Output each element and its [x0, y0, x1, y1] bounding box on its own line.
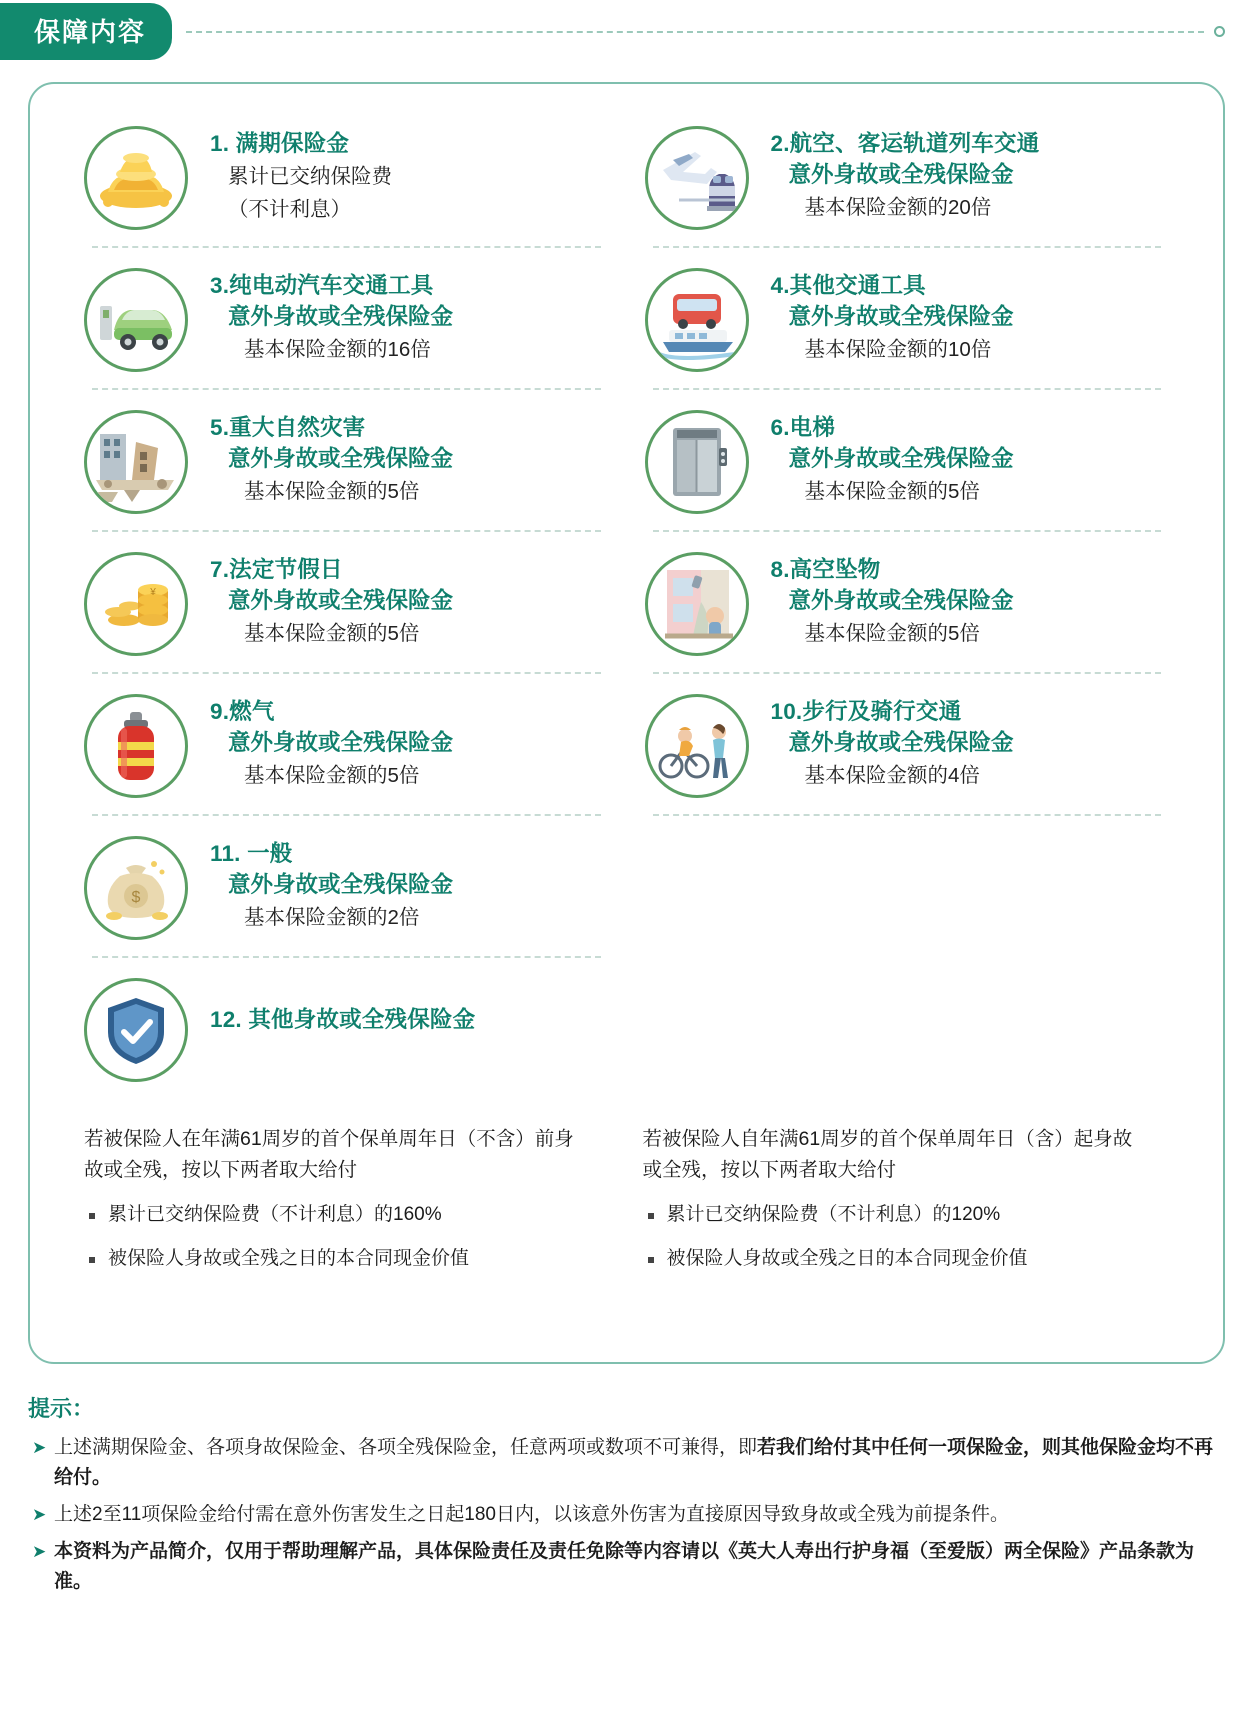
note-list-item: 被保险人身故或全残之日的本合同现金价值	[84, 1244, 587, 1274]
money-bag-icon	[84, 836, 188, 940]
benefits-panel	[28, 82, 1225, 1364]
note-list-item: 累计已交纳保险费（不计利息）的160%	[84, 1200, 587, 1230]
benefit-sub: 基本保险金额的10倍	[804, 338, 992, 361]
benefit-item-empty	[627, 816, 1188, 956]
benefit-item-12	[66, 958, 627, 1098]
benefit-row	[66, 958, 1187, 1098]
benefit-sub: 基本保险金额的5倍	[244, 622, 420, 645]
benefit-item-11	[66, 816, 627, 956]
gas-cylinder-icon	[84, 694, 188, 798]
benefit-sub: 累计已交纳保险费	[228, 165, 392, 188]
benefit-title2: 意外身故或全残保险金	[788, 304, 1014, 329]
tip-text: 上述2至11项保险金给付需在意外伤害发生之日起180日内，以该意外伤害为直接原因导致身故或全残为前提条件。	[54, 1504, 1009, 1525]
benefit-sub: 基本保险金额的5倍	[244, 764, 420, 787]
benefit-item-2	[627, 106, 1188, 246]
note-list-item: 被保险人身故或全残之日的本合同现金价值	[643, 1244, 1146, 1274]
tip-item	[28, 1500, 1228, 1530]
benefit-row	[66, 106, 1187, 246]
benefit-title2: 意外身故或全残保险金	[228, 446, 454, 471]
benefit-item-7	[66, 532, 627, 672]
benefit-title: 8.高空坠物	[770, 557, 881, 582]
svg-text:¥: ¥	[150, 587, 156, 598]
benefit-title: 2.航空、客运轨道列车交通	[770, 131, 1040, 156]
note-paragraph: 若被保险人自年满61周岁的首个保单周年日（含）起身故或全残，按以下两者取大给付	[642, 1128, 1133, 1181]
bus-ferry-icon	[645, 268, 749, 372]
tips-section	[28, 1392, 1228, 1597]
earthquake-building-icon	[84, 410, 188, 514]
benefit-title2: 意外身故或全残保险金	[228, 304, 454, 329]
benefit-title: 7.法定节假日	[210, 557, 343, 582]
benefit-item-1	[66, 106, 627, 246]
benefit-sub: 基本保险金额的16倍	[244, 338, 431, 361]
header-dashed-line	[186, 31, 1204, 33]
airplane-train-icon	[645, 126, 749, 230]
arrow-bullet-icon: ➤	[32, 1505, 47, 1524]
shield-check-icon	[84, 978, 188, 1082]
benefit-notes	[30, 1098, 1223, 1274]
tip-item	[28, 1537, 1228, 1597]
benefit-item-9	[66, 674, 627, 814]
benefit-title2: 意外身故或全残保险金	[788, 446, 1014, 471]
benefit-item-10	[627, 674, 1188, 814]
coins-stack-icon	[84, 552, 188, 656]
benefit-title2: 意外身故或全残保险金	[788, 588, 1014, 613]
benefit-sub: 基本保险金额的5倍	[244, 480, 420, 503]
benefit-row	[66, 816, 1187, 956]
benefit-title: 6.电梯	[770, 415, 836, 440]
benefit-item-empty	[627, 958, 1188, 1098]
note-column-left	[68, 1124, 627, 1274]
benefit-title: 10.步行及骑行交通	[770, 699, 962, 724]
benefit-item-6	[627, 390, 1188, 530]
electric-car-icon	[84, 268, 188, 372]
benefit-title: 1. 满期保险金	[210, 131, 350, 156]
benefit-text	[188, 406, 453, 507]
section-header-tag: 保障内容	[0, 3, 172, 60]
benefit-title2: 意外身故或全残保险金	[228, 588, 454, 613]
benefit-title2: 意外身故或全残保险金	[228, 730, 454, 755]
benefit-row	[66, 248, 1187, 388]
benefit-title: 12. 其他身故或全残保险金	[210, 1007, 476, 1032]
note-column-right	[627, 1124, 1186, 1274]
arrow-bullet-icon: ➤	[32, 1438, 47, 1457]
svg-text:$: $	[131, 889, 141, 906]
benefit-item-4	[627, 248, 1188, 388]
arrow-bullet-icon: ➤	[32, 1542, 47, 1561]
benefit-item-8	[627, 532, 1188, 672]
benefit-text	[749, 122, 1040, 223]
benefit-sub2: （不计利息）	[228, 198, 351, 221]
benefit-title: 3.纯电动汽车交通工具	[210, 273, 434, 298]
benefit-title2: 意外身故或全残保险金	[228, 872, 454, 897]
benefit-row	[66, 674, 1187, 814]
tip-plain: 上述满期保险金、各项身故保险金、各项全残保险金，任意两项或数项不可兼得，即	[54, 1437, 758, 1458]
benefit-title: 5.重大自然灾害	[210, 415, 366, 440]
elevator-icon	[645, 410, 749, 514]
section-header	[0, 0, 1253, 62]
benefit-title: 9.燃气	[210, 699, 275, 724]
benefit-text	[749, 406, 1014, 507]
tip-text: 本资料为产品简介，仅用于帮助理解产品，具体保险责任及责任免除等内容请以《英大人寿出行护身福（至爱版）两全保险》产品条款为准。	[54, 1541, 1195, 1592]
benefit-sub: 基本保险金额的20倍	[804, 196, 992, 219]
benefits-grid	[30, 84, 1223, 1098]
benefit-title2: 意外身故或全残保险金	[788, 162, 1014, 187]
benefit-text	[188, 548, 453, 649]
benefit-sub: 基本保险金额的4倍	[804, 764, 980, 787]
note-list-item: 累计已交纳保险费（不计利息）的120%	[643, 1200, 1146, 1230]
tip-bold: 若我们给付其中任何一项保险金，则其他保险金均不再给付。	[54, 1437, 1214, 1488]
benefit-text	[749, 264, 1014, 365]
benefit-text	[749, 690, 1014, 791]
benefit-sub: 基本保险金额的5倍	[804, 622, 980, 645]
benefit-item-3	[66, 248, 627, 388]
gold-ingot-icon	[84, 126, 188, 230]
benefit-text	[188, 264, 453, 365]
circle-endpoint-icon	[1214, 26, 1225, 37]
benefit-row	[66, 532, 1187, 672]
benefit-sub: 基本保险金额的2倍	[244, 906, 420, 929]
benefit-title: 4.其他交通工具	[770, 273, 926, 298]
benefit-text	[188, 974, 475, 1035]
benefit-text	[749, 548, 1014, 649]
benefit-item-5	[66, 390, 627, 530]
benefit-title: 11. 一般	[210, 841, 293, 866]
falling-object-icon	[645, 552, 749, 656]
note-paragraph: 若被保险人在年满61周岁的首个保单周年日（不含）前身故或全残，按以下两者取大给付	[84, 1128, 574, 1181]
benefit-title2: 意外身故或全残保险金	[788, 730, 1014, 755]
tips-title: 提示：	[28, 1396, 95, 1421]
benefit-text	[188, 690, 453, 791]
benefit-text	[188, 122, 392, 225]
cyclist-pedestrian-icon	[645, 694, 749, 798]
benefit-sub: 基本保险金额的5倍	[804, 480, 980, 503]
benefit-row	[66, 390, 1187, 530]
benefit-text	[188, 832, 453, 933]
tip-text	[54, 1433, 1228, 1493]
tip-item	[28, 1433, 1228, 1493]
